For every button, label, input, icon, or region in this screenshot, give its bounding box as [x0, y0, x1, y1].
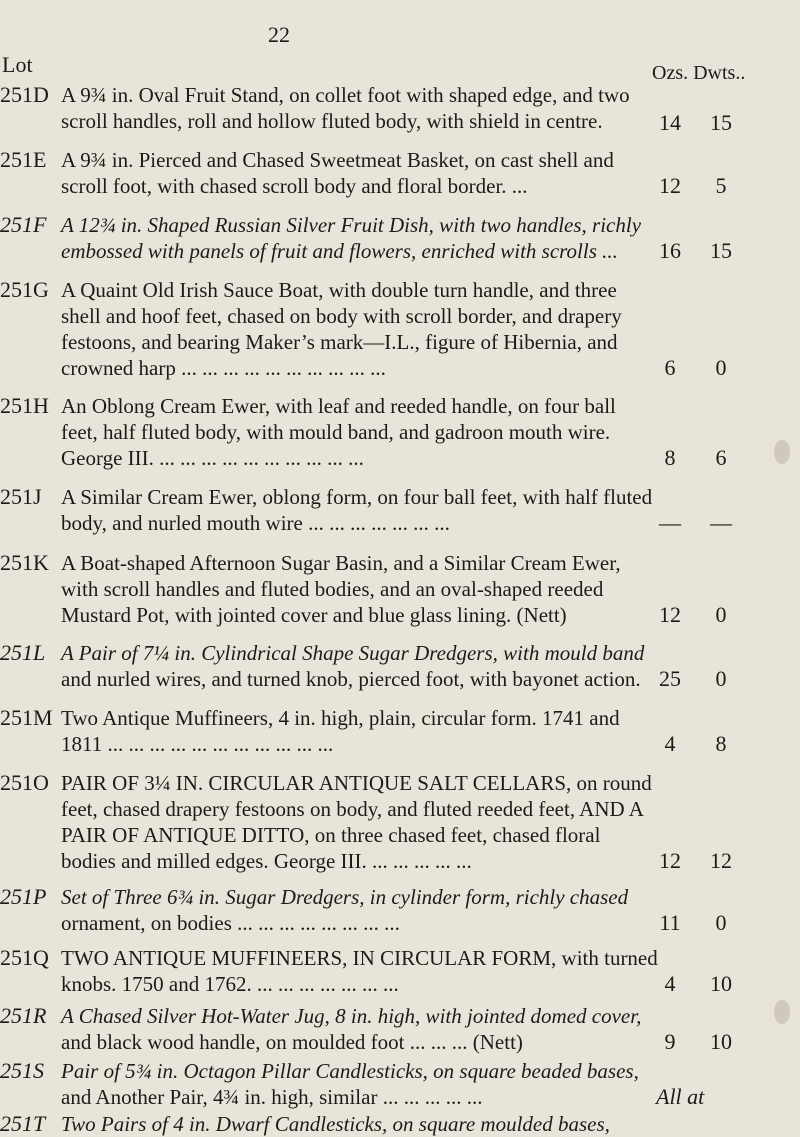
lot-description: [61, 705, 651, 757]
lot-description: [61, 640, 651, 692]
description-line: bodies and milled edges. George III. ... ... ... ... ...: [61, 849, 472, 873]
description-line: PAIR OF 3¼ IN. CIRCULAR ANTIQUE SALT CELLARS, on round: [61, 771, 652, 795]
description-line: 1811 ... ... ... ... ... ... ... ... ... ... ...: [61, 732, 334, 756]
lot-number: 251F: [0, 212, 47, 237]
description-line: TWO ANTIQUE MUFFINEERS, IN CIRCULAR FORM, with turned: [61, 946, 658, 970]
description-line: with scroll handles and fluted bodies, and an oval-shaped reeded: [61, 577, 604, 601]
lot-description: [61, 82, 651, 134]
pennyweights-value: 6: [715, 445, 727, 470]
lot-description: [61, 550, 651, 628]
description-line: PAIR OF ANTIQUE DITTO, on three chased feet, chased floral: [61, 823, 601, 847]
ounces-value: 12: [659, 848, 681, 873]
description-line: Two Antique Muffineers, 4 in. high, plain, circular form. 1741 and: [61, 706, 620, 730]
lot-number: 251P: [0, 884, 47, 909]
description-line: and black wood handle, on moulded foot ... ... ... (Nett): [61, 1030, 523, 1054]
ounces-value: 12: [659, 173, 681, 198]
description-line: scroll foot, with chased scroll body and floral border. ...: [61, 174, 528, 198]
lot-number: 251D: [0, 82, 49, 107]
lot-description: [61, 393, 651, 471]
lot-description: [61, 147, 651, 199]
lot-description: [61, 1003, 651, 1055]
lot-number: 251S: [0, 1058, 44, 1083]
lot-description: [61, 770, 651, 874]
ounces-value: 6: [664, 355, 676, 380]
lot-description: [61, 277, 651, 381]
description-line: body, and nurled mouth wire ... ... ... ... ... ... ...: [61, 511, 450, 535]
description-line: An Oblong Cream Ewer, with leaf and reeded handle, on four ball: [61, 394, 616, 418]
description-line: scroll handles, roll and hollow fluted body, with shield in centre.: [61, 109, 603, 133]
description-line: crowned harp ... ... ... ... ... ... ... ... ... ...: [61, 356, 386, 380]
description-line: Two Pairs of 4 in. Dwarf Candlesticks, on square moulded bases,: [61, 1112, 610, 1136]
description-line: A 9¾ in. Oval Fruit Stand, on collet foot with shaped edge, and two: [61, 83, 630, 107]
description-line: A Boat-shaped Afternoon Sugar Basin, and a Similar Cream Ewer,: [61, 551, 621, 575]
ounces-value: 11: [659, 910, 681, 935]
pennyweights-value: 0: [715, 602, 727, 627]
lot-number: 251M: [0, 705, 53, 730]
ounces-value: 4: [664, 971, 676, 996]
lot-number: 251T: [0, 1111, 46, 1136]
lot-entry: [0, 1111, 800, 1137]
pennyweights-value: 10: [710, 971, 732, 996]
description-line: and nurled wires, and turned knob, pierced foot, with bayonet action.: [61, 667, 641, 691]
description-line: feet, half fluted body, with mould band, and gadroon mouth wire.: [61, 420, 611, 444]
description-line: feet, chased drapery festoons on body, and fluted reeded feet, AND A: [61, 797, 644, 821]
description-line: embossed with panels of fruit and flowers, enriched with scrolls ...: [61, 239, 618, 263]
pennyweights-value: 8: [715, 731, 727, 756]
description-line: knobs. 1750 and 1762. ... ... ... ... ... ... ...: [61, 972, 399, 996]
lot-number: 251R: [0, 1003, 47, 1028]
pennyweights-value: —: [710, 510, 732, 535]
lot-number: 251J: [0, 484, 42, 509]
ounces-value: 9: [664, 1029, 676, 1054]
description-line: A Chased Silver Hot-Water Jug, 8 in. high, with jointed domed cover,: [61, 1004, 642, 1028]
ounces-value: —: [659, 510, 681, 535]
lot-number: 251G: [0, 277, 49, 302]
description-line: George III. ... ... ... ... ... ... ... ... ... ...: [61, 446, 364, 470]
all-at-label: All at: [656, 1084, 705, 1109]
page-edge-mark: [774, 1000, 790, 1024]
ounces-value: 8: [664, 445, 676, 470]
lot-number: 251L: [0, 640, 46, 665]
description-line: Mustard Pot, with jointed cover and blue glass lining. (Nett): [61, 603, 567, 627]
description-line: shell and hoof feet, chased on body with scroll border, and drapery: [61, 304, 622, 328]
lot-number: 251E: [0, 147, 47, 172]
lot-description: [61, 212, 651, 264]
pennyweights-value: 12: [710, 848, 732, 873]
lot-number: 251O: [0, 770, 49, 795]
ounces-value: 25: [659, 666, 681, 691]
ounces-value: 14: [659, 110, 681, 135]
lot-description: [61, 945, 658, 997]
lot-column-header: Lot: [2, 52, 33, 77]
lot-description: [61, 884, 651, 936]
pennyweights-value: 0: [715, 355, 727, 380]
description-line: A Pair of 7¼ in. Cylindrical Shape Sugar Dredgers, with mould band: [61, 641, 645, 665]
ounces-value: 12: [659, 602, 681, 627]
lot-number: 251Q: [0, 945, 49, 970]
pennyweights-value: 15: [710, 110, 732, 135]
lot-description: [61, 484, 651, 536]
description-line: and Another Pair, 4¾ in. high, similar ... ... ... ... ...: [61, 1085, 483, 1109]
pennyweights-value: 5: [715, 173, 727, 198]
description-line: festoons, and bearing Maker’s mark—I.L., figure of Hibernia, and: [61, 330, 618, 354]
pennyweights-value: 0: [715, 910, 727, 935]
description-line: A Quaint Old Irish Sauce Boat, with double turn handle, and three: [61, 278, 617, 302]
lot-description: [61, 1111, 651, 1137]
description-line: A 12¾ in. Shaped Russian Silver Fruit Dish, with two handles, richly: [61, 213, 642, 237]
page-edge-mark: [774, 440, 790, 464]
weights-column-header: Ozs. Dwts..: [652, 62, 746, 84]
description-line: Pair of 5¾ in. Octagon Pillar Candlesticks, on square beaded bases,: [61, 1059, 639, 1083]
pennyweights-value: 10: [710, 1029, 732, 1054]
lot-description: [61, 1058, 651, 1110]
page-number: 22: [268, 22, 290, 47]
lot-number: 251K: [0, 550, 49, 575]
ounces-value: 16: [659, 238, 681, 263]
pennyweights-value: 0: [715, 666, 727, 691]
description-line: Set of Three 6¾ in. Sugar Dredgers, in cylinder form, richly chased: [61, 885, 629, 909]
pennyweights-value: 15: [710, 238, 732, 263]
lot-number: 251H: [0, 393, 49, 418]
description-line: A Similar Cream Ewer, oblong form, on four ball feet, with half fluted: [61, 485, 653, 509]
description-line: A 9¾ in. Pierced and Chased Sweetmeat Basket, on cast shell and: [61, 148, 614, 172]
description-line: ornament, on bodies ... ... ... ... ... ... ... ...: [61, 911, 400, 935]
ounces-value: 4: [664, 731, 676, 756]
